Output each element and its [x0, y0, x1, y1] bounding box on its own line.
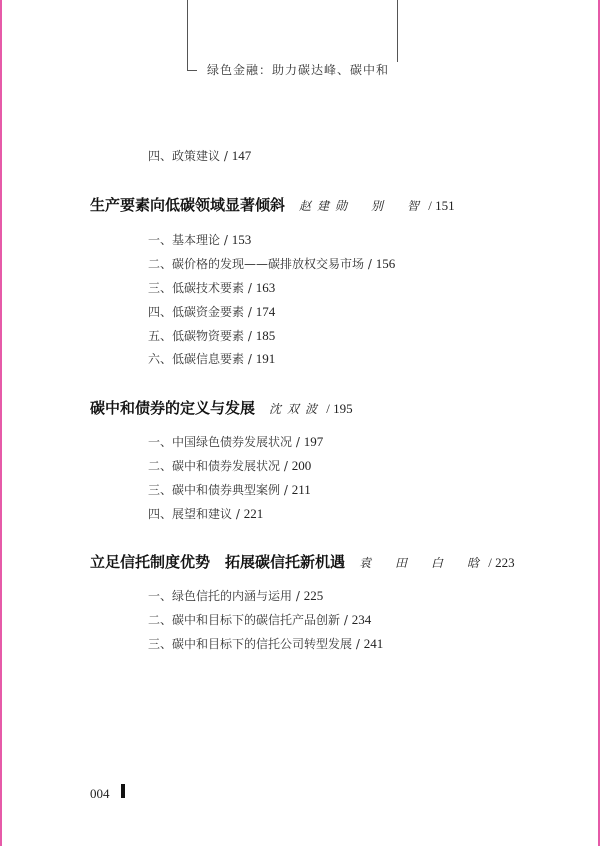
separator: / [220, 233, 232, 247]
chapter-author: 沈双波 [269, 402, 324, 416]
toc-entry-page: 234 [351, 612, 372, 627]
toc-entry-text: 四、展望和建议 [148, 507, 233, 521]
separator: / [244, 281, 256, 295]
header-frame-right [397, 0, 398, 70]
toc-entry-text: 二、碳中和目标下的碳信托产品创新 [148, 613, 341, 627]
separator: / [232, 507, 244, 521]
separator: / [352, 637, 364, 651]
toc-entry[interactable] [148, 303, 275, 320]
separator: / [280, 459, 292, 473]
toc-entry-page: 147 [231, 148, 252, 163]
folio-bar [121, 784, 125, 798]
separator: / [244, 305, 256, 319]
toc-entry-text: 一、基本理论 [148, 233, 221, 247]
running-header: 绿色金融：助力碳达峰、碳中和 [197, 62, 399, 78]
separator: / [425, 198, 436, 213]
separator: / [280, 483, 292, 497]
chapter-page: 195 [333, 401, 353, 416]
toc-entry[interactable] [148, 635, 383, 652]
toc-entry[interactable] [148, 231, 251, 248]
chapter-title[interactable] [90, 551, 515, 572]
toc-entry-page: 185 [255, 328, 276, 343]
toc-entry-page: 153 [231, 232, 252, 247]
toc-entry-text: 二、碳中和债券发展状况 [148, 459, 281, 473]
toc-entry[interactable] [148, 611, 371, 628]
header-frame-left [187, 0, 188, 70]
chapter-title-text: 碳中和债券的定义与发展 [90, 399, 256, 417]
chapter-title[interactable] [90, 194, 455, 215]
toc-entry-text: 一、绿色信托的内涵与运用 [148, 589, 293, 603]
chapter-title-text: 立足信托制度优势 拓展碳信托新机遇 [90, 553, 346, 571]
separator: / [244, 329, 256, 343]
separator: / [220, 149, 232, 163]
toc-entry[interactable] [148, 327, 275, 344]
toc-entry-page: 225 [303, 588, 324, 603]
toc-entry-text: 四、低碳资金要素 [148, 305, 245, 319]
toc-entry[interactable] [148, 481, 311, 498]
chapter-page: 151 [435, 198, 455, 213]
chapter-author: 赵建勋 别 智 [299, 199, 426, 213]
toc-entry[interactable] [148, 457, 311, 474]
toc-entry-text: 三、低碳技术要素 [148, 281, 245, 295]
separator: / [340, 613, 352, 627]
toc-entry-text: 四、政策建议 [148, 149, 221, 163]
toc-entry-page: 221 [243, 506, 264, 521]
page-number: 004 [90, 786, 110, 801]
trim-line-left [0, 0, 2, 846]
chapter-page: 223 [495, 555, 515, 570]
toc-entry-text: 一、中国绿色债券发展状况 [148, 435, 293, 449]
toc-entry-text: 五、低碳物资要素 [148, 329, 245, 343]
toc-entry[interactable] [148, 255, 395, 272]
separator: / [292, 589, 304, 603]
toc-entry-page: 174 [255, 304, 276, 319]
toc-entry-text: 二、碳价格的发现——碳排放权交易市场 [148, 257, 365, 271]
toc-entry-page: 241 [363, 636, 384, 651]
toc-entry[interactable] [148, 505, 263, 522]
toc-entry-text: 六、低碳信息要素 [148, 352, 245, 366]
toc-entry-text: 三、碳中和债券典型案例 [148, 483, 281, 497]
toc-entry[interactable] [148, 350, 275, 367]
separator: / [323, 401, 334, 416]
separator: / [364, 257, 376, 271]
toc-entry-page: 191 [255, 351, 276, 366]
toc-entry-page: 211 [291, 482, 311, 497]
chapter-author: 袁 田 白 晗 [359, 556, 486, 570]
toc-entry[interactable] [148, 433, 323, 450]
toc-entry-page: 163 [255, 280, 276, 295]
toc-entry-page: 156 [375, 256, 396, 271]
chapter-title-text: 生产要素向低碳领域显著倾斜 [90, 196, 286, 214]
toc-entry-page: 197 [303, 434, 324, 449]
separator: / [485, 555, 496, 570]
toc-entry-page: 200 [291, 458, 312, 473]
separator: / [292, 435, 304, 449]
toc-entry[interactable] [148, 147, 251, 164]
toc-entry[interactable] [148, 279, 275, 296]
toc-entry[interactable] [148, 587, 323, 604]
chapter-title[interactable] [90, 397, 353, 418]
separator: / [244, 352, 256, 366]
toc-entry-text: 三、碳中和目标下的信托公司转型发展 [148, 637, 353, 651]
